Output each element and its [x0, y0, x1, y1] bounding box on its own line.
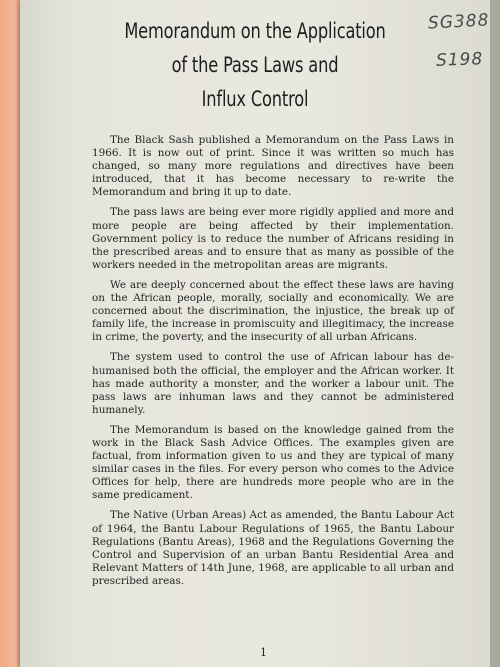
document-page — [20, 0, 490, 667]
page-number: 1 — [260, 646, 267, 659]
title-line-1: Memorandum on the Application — [124, 19, 386, 43]
paragraph-2: The pass laws are being ever more rigidly applied and more and more people are being affected by their implementation. Government policy is to reduce the number of Africans residing in the prescribed areas and to ensure that as many as possible of the workers needed in the metropolitan areas are migrants. — [92, 206, 454, 271]
page-title — [87, 14, 422, 116]
paragraph-1: The Black Sash published a Memorandum on the Pass Laws in 1966. It is now out of print. Since it was written so much has changed, so many more regulations and directives have been introduced, that it has become necessary to re-write the Memorandum and bring it up to date. — [92, 134, 454, 199]
paragraph-5: The Memorandum is based on the knowledge gained from the work in the Black Sash Advice Offices. The examples given are factual, from information given to us and they are typical of many similar cases in the files. For every person who comes to the Advice Offices for help, there are hundreds more people who are in the same predicament. — [92, 423, 454, 502]
title-line-3: Influx Control — [201, 87, 309, 111]
pink-cover-edge — [0, 0, 22, 667]
paragraph-6: The Native (Urban Areas) Act as amended, the Bantu Labour Act of 1964, the Bantu Labour Regulations of 1965, the Bantu Labour Regulations (Bantu Areas), 1968 and the Regulations Governing the Control and Supervision of an urban Bantu Residential Area and Relevant Matters of 14th June, 1968, are applicable to all urban and prescribed areas. — [92, 509, 454, 587]
body-text — [92, 134, 454, 595]
paragraph-4: The system used to control the use of African labour has de-humanised both the official, the employer and the African worker. It has made authority a monster, and the worker a labour unit. The pass laws are inhuman laws and they cannot be administered humanely. — [92, 351, 454, 416]
title-line-2: of the Pass Laws and — [171, 53, 339, 77]
handwritten-annotation-2: S198 — [435, 49, 484, 71]
handwritten-annotation-1: SG388 — [427, 10, 490, 34]
paragraph-3: We are deeply concerned about the effect these laws are having on the African people, morally, socially and economically. We are concerned about the discrimination, the injustice, the break up of family life, the increase in promiscuity and illegitimacy, the increase in crime, the poverty, and the insecurity of all urban Africans. — [92, 278, 454, 344]
